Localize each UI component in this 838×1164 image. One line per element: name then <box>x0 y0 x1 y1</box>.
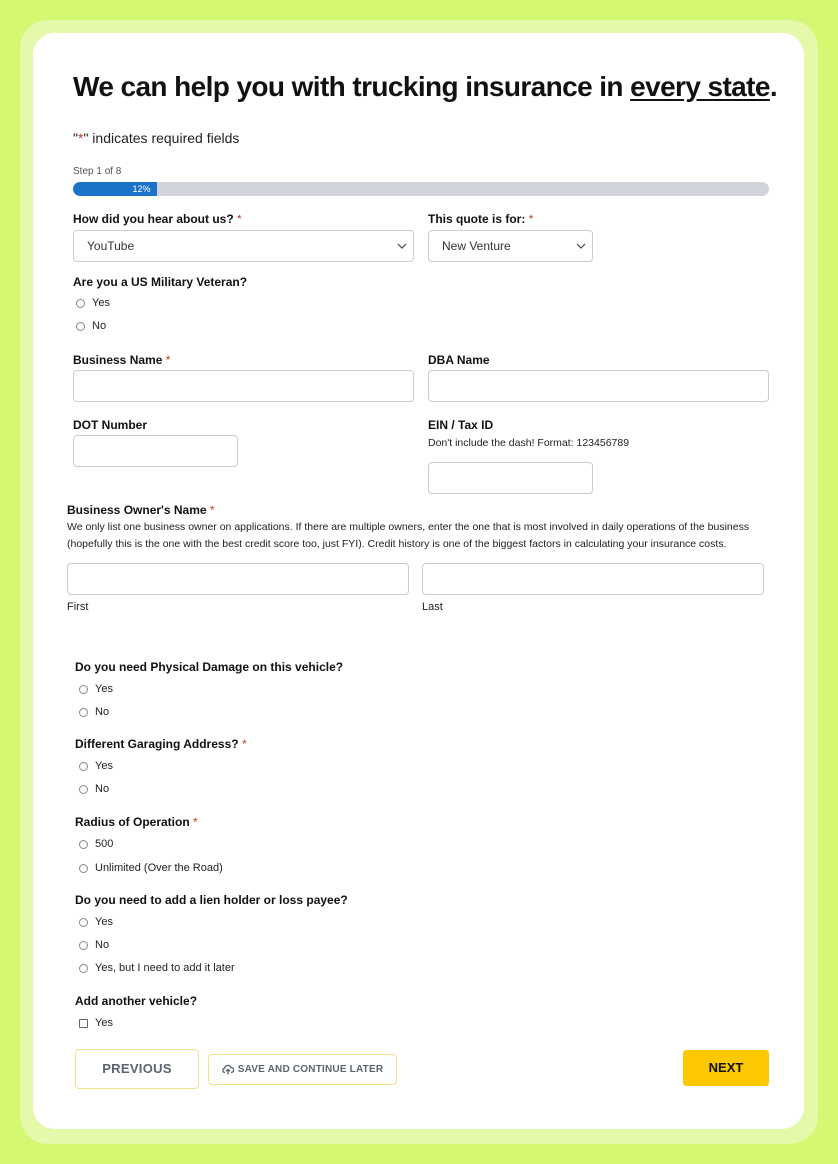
owner-name-description: We only list one business owner on applications. If there are multiple owners, enter the one that is most involved in daily operations of the business (hopefully this is the one with the best credit score too, just FYI). Credit history is one of the biggest factors in calculating your insurance costs. <box>67 521 750 550</box>
owner-name-label: Business Owner's Name * <box>67 503 215 517</box>
radio-circle[interactable] <box>76 299 85 308</box>
radio-circle[interactable] <box>79 762 88 771</box>
radio-circle[interactable] <box>79 864 88 873</box>
owner-last-input[interactable] <box>422 563 764 595</box>
progress-bar <box>73 182 769 196</box>
first-sublabel: First <box>67 601 89 613</box>
radio-circle[interactable] <box>76 322 85 331</box>
owner-first-input[interactable] <box>67 563 409 595</box>
ein-input[interactable] <box>428 462 593 494</box>
physical-damage-yes-radio[interactable]: Yes <box>79 683 113 695</box>
veteran-yes-radio[interactable]: Yes <box>76 297 110 309</box>
radio-circle[interactable] <box>79 840 88 849</box>
progress-fill: 12% <box>73 182 157 196</box>
another-vehicle-label: Add another vehicle? <box>75 994 198 1008</box>
radio-circle[interactable] <box>79 785 88 794</box>
ein-hint: Don't include the dash! Format: 123456789 <box>428 437 630 449</box>
chevron-down-icon <box>576 241 586 251</box>
every-state-link[interactable]: every state <box>630 71 770 102</box>
quote-for-label: This quote is for: * <box>428 212 534 226</box>
quote-for-select[interactable]: New Venture <box>428 230 593 262</box>
dot-number-label: DOT Number <box>73 418 148 432</box>
veteran-no-radio[interactable]: No <box>76 320 106 332</box>
lien-yes-radio[interactable]: Yes <box>79 916 113 928</box>
last-sublabel: Last <box>422 601 443 613</box>
ein-label: EIN / Tax ID <box>428 418 494 432</box>
chevron-down-icon <box>397 241 407 251</box>
dot-number-input[interactable] <box>73 435 238 467</box>
checkbox-square[interactable] <box>79 1019 88 1028</box>
veteran-label: Are you a US Military Veteran? <box>73 275 248 289</box>
garaging-yes-radio[interactable]: Yes <box>79 760 113 772</box>
radius-label: Radius of Operation * <box>75 815 198 829</box>
physical-damage-label: Do you need Physical Damage on this vehicle? <box>75 660 344 674</box>
step-indicator: Step 1 of 8 <box>73 166 122 177</box>
previous-button[interactable]: PREVIOUS <box>75 1049 199 1089</box>
save-continue-later-button[interactable]: SAVE AND CONTINUE LATER <box>208 1054 397 1085</box>
lien-no-radio[interactable]: No <box>79 939 109 951</box>
radius-unlimited-radio[interactable]: Unlimited (Over the Road) <box>79 862 223 874</box>
radio-circle[interactable] <box>79 708 88 717</box>
radio-circle[interactable] <box>79 964 88 973</box>
next-button[interactable]: NEXT <box>683 1050 769 1086</box>
business-name-input[interactable] <box>73 370 414 402</box>
required-note: "*" indicates required fields <box>73 130 240 146</box>
radio-circle[interactable] <box>79 918 88 927</box>
dba-name-label: DBA Name <box>428 353 490 367</box>
form-card <box>33 33 804 1129</box>
radius-500-radio[interactable]: 500 <box>79 838 113 850</box>
lien-holder-label: Do you need to add a lien holder or loss payee? <box>75 893 348 907</box>
physical-damage-no-radio[interactable]: No <box>79 706 109 718</box>
hear-about-select[interactable]: YouTube <box>73 230 414 262</box>
garaging-no-radio[interactable]: No <box>79 783 109 795</box>
lien-later-radio[interactable]: Yes, but I need to add it later <box>79 962 235 974</box>
cloud-upload-icon <box>222 1064 234 1075</box>
radio-circle[interactable] <box>79 941 88 950</box>
page-title: We can help you with trucking insurance in every state. <box>73 71 778 102</box>
radio-circle[interactable] <box>79 685 88 694</box>
dba-name-input[interactable] <box>428 370 769 402</box>
hear-about-label: How did you hear about us? * <box>73 212 242 226</box>
garaging-label: Different Garaging Address? * <box>75 737 247 751</box>
another-vehicle-checkbox[interactable]: Yes <box>79 1017 113 1029</box>
business-name-label: Business Name * <box>73 353 171 367</box>
